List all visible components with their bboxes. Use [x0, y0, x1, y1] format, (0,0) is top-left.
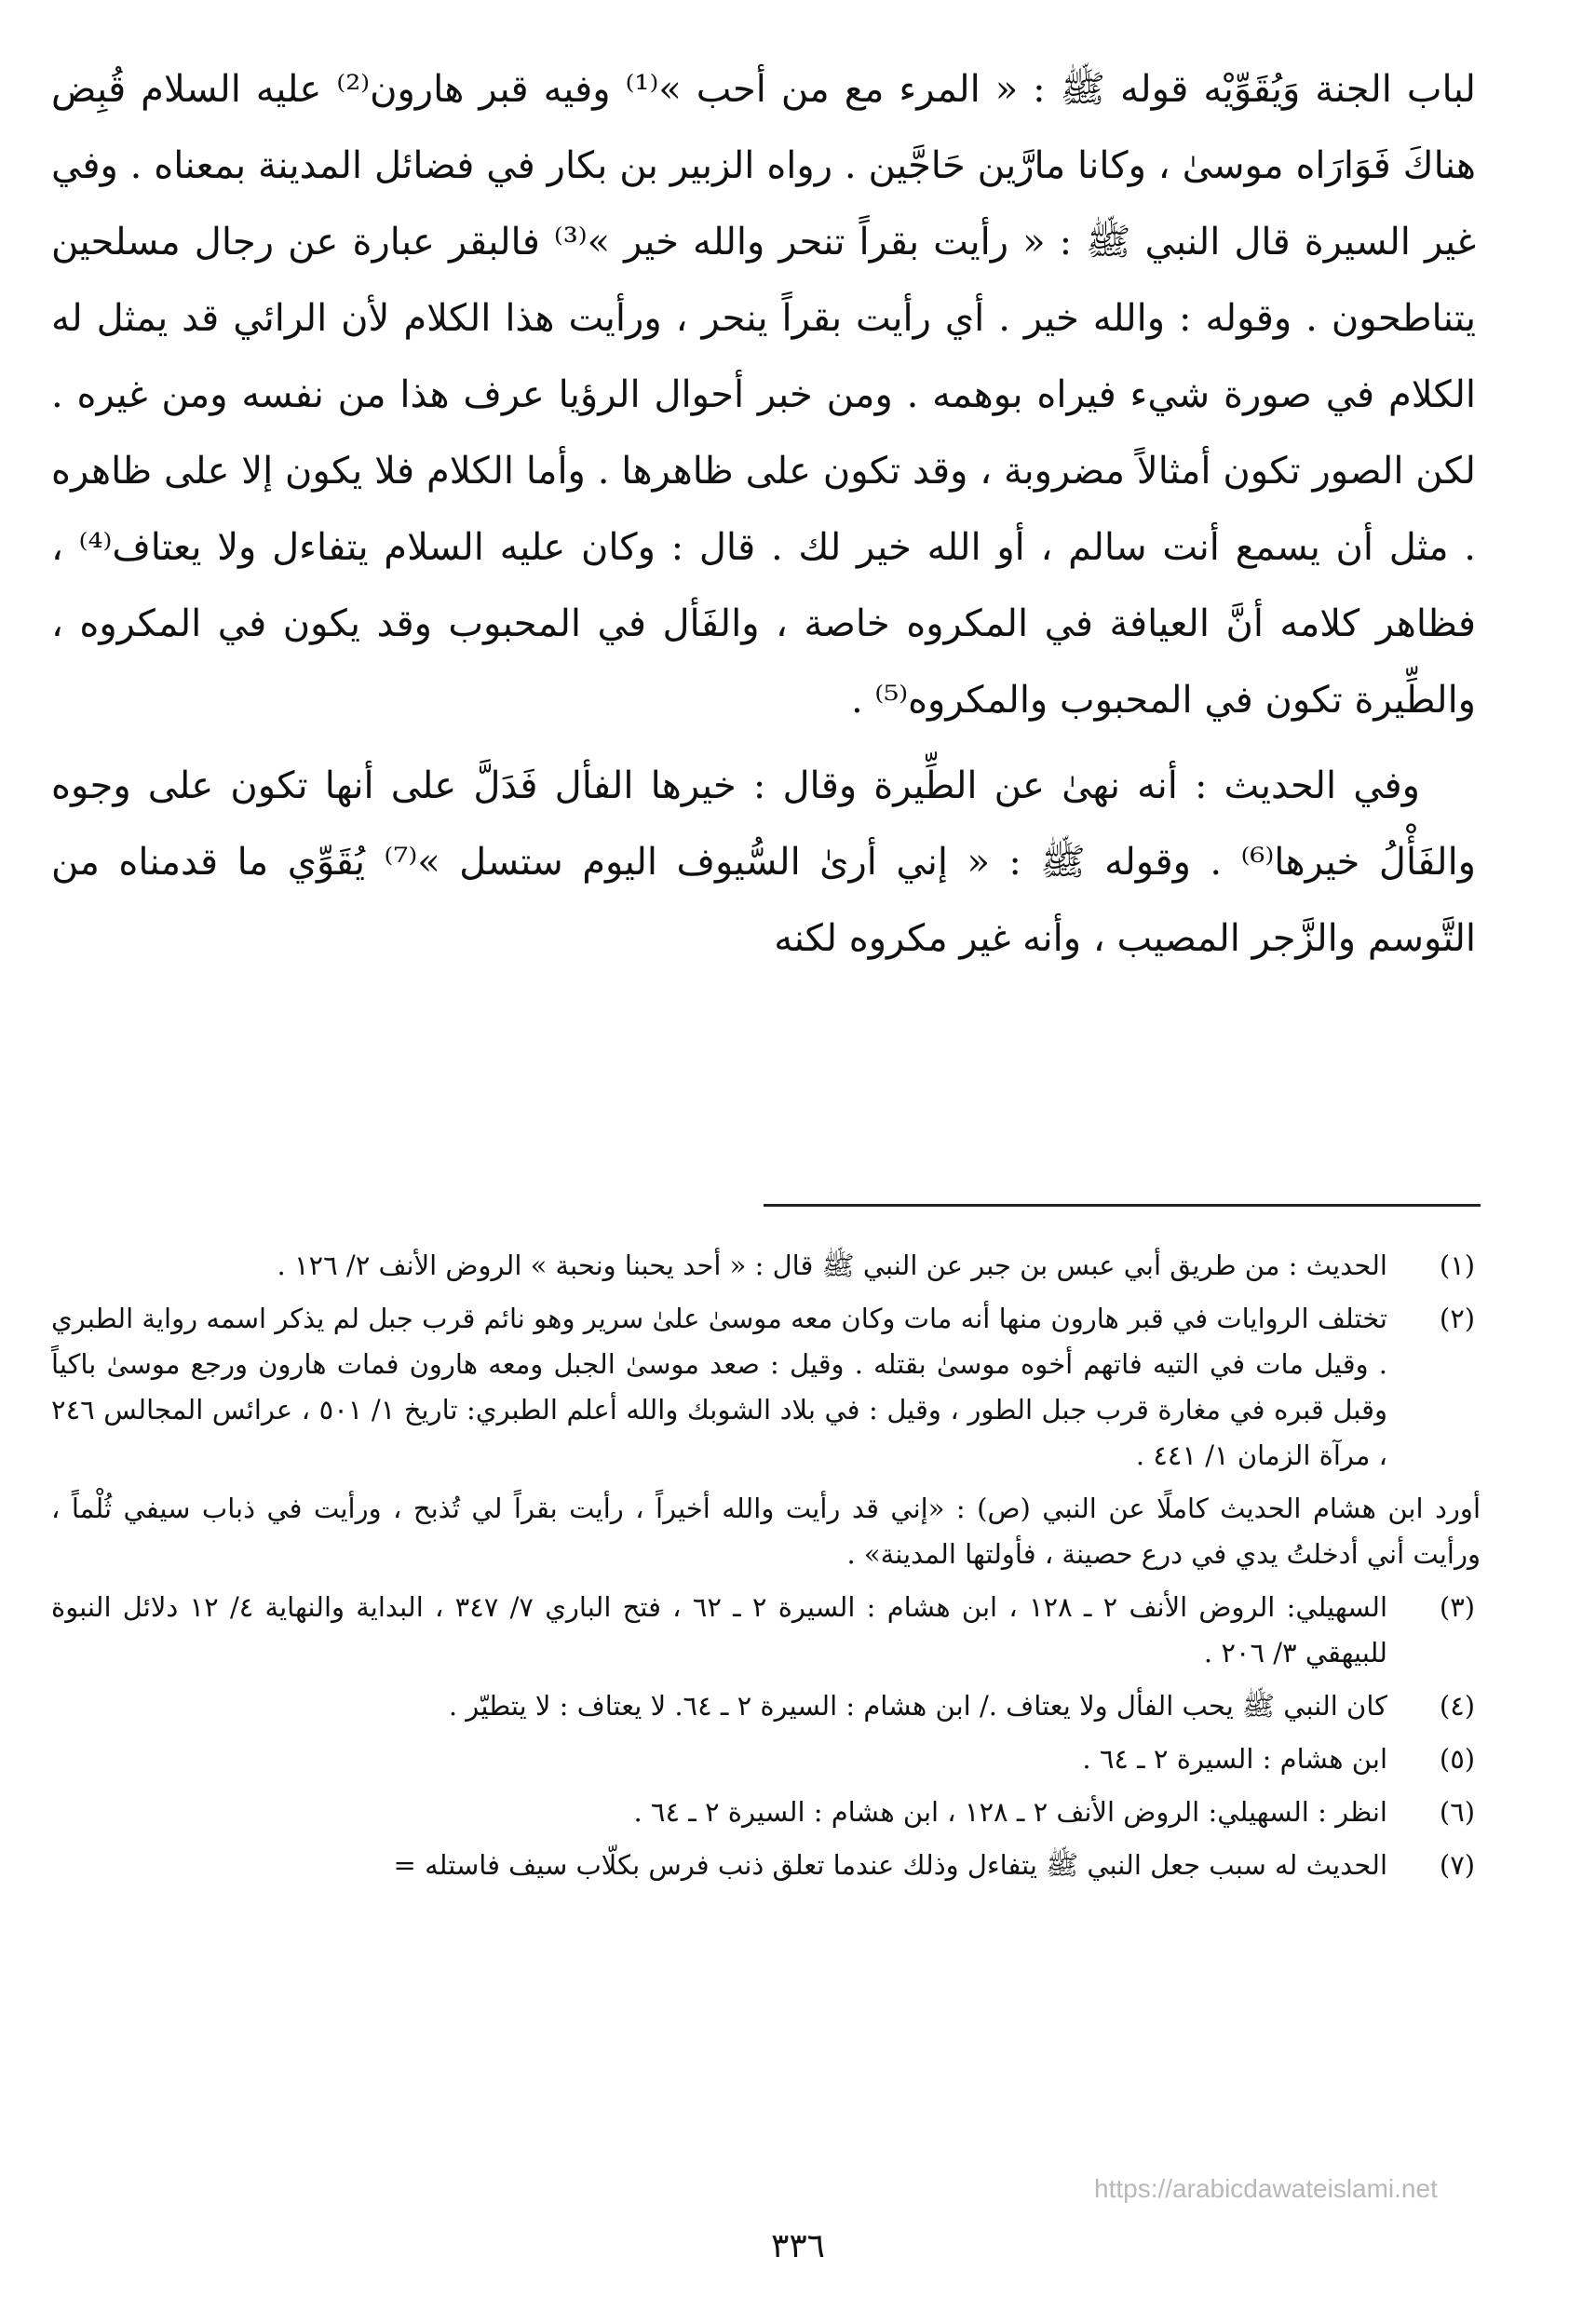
- footnote-text: تختلف الروايات في قبر هارون منها أنه مات وكان معه موسىٰ علىٰ سرير وهو نائم قرب جبل لم يذكر اسمه رواية الطبري . وقيل مات في التيه فاتهم أخوه موسىٰ بقتله . وقيل : صعد موسىٰ الجبل ومعه هارون فمات هارون ورجع موسىٰ باكياً وقبل قبره في مغارة قرب جبل الطور ، وقيل : في بلاد الشوبك والله أعلم الطبري: تاريخ ١/ ٥٠١ ، عرائس المجالس ٢٤٦ ، مرآة الزمان ١/ ٤٤١ .: [51, 1303, 1387, 1471]
- footnote-text: السهيلي: الروض الأنف ٢ ـ ١٢٨ ، ابن هشام : السيرة ٢ ـ ٦٢ ، فتح الباري ٧/ ٣٤٧ ، البداية والنهاية ٤/ ١٢ دلائل النبوة للبيهقي ٣/ ٢٠٦ .: [51, 1591, 1388, 1669]
- footnote-text: كان النبي ﷺ يحب الفأل ولا يعتاف ./ ابن هشام : السيرة ٢ ـ ٦٤. لا يعتاف : لا يتطيّر .: [448, 1690, 1387, 1722]
- footnote-number: (٧): [1439, 1849, 1476, 1881]
- footnote-separator-rule: [764, 1204, 1481, 1207]
- footnote-item: [51, 1585, 1490, 1676]
- footnote-text: انظر : السهيلي: الروض الأنف ٢ ـ ١٢٨ ، ابن هشام : السيرة ٢ ـ ٦٤ .: [633, 1796, 1387, 1828]
- footnote-number: (١): [1439, 1250, 1476, 1281]
- footnote-text: ابن هشام : السيرة ٢ ـ ٦٤ .: [1082, 1743, 1387, 1775]
- main-paragraph: لباب الجنة وَيُقَوِّيْه قوله ﷺ : « المرء مع من أحب »⁽¹⁾ وفيه قبر هارون⁽²⁾ عليه السلام قُبِض هناكَ فَوَارَاه موسىٰ ، وكانا مارَّين حَاجَّين . رواه الزبير بن بكار في فضائل المدينة بمعناه . وفي غير السيرة قال النبي ﷺ : « رأيت بقراً تنحر والله خير »⁽³⁾ فالبقر عبارة عن رجال مسلحين يتناطحون . وقوله : والله خير . أي رأيت بقراً ينحر ، ورأيت هذا الكلام لأن الرائي قد يمثل له الكلام في صورة شيء فيراه بوهمه . ومن خبر أحوال الرؤيا عرف هذا من نفسه ومن غيره . لكن الصور تكون أمثالاً مضروبة ، وقد تكون على ظاهرها . وأما الكلام فلا يكون إلا على ظاهره . مثل أن يسمع أنت سالم ، أو الله خير لك . قال : وكان عليه السلام يتفاءل ولا يعتاف⁽⁴⁾ ، فظاهر كلامه أنَّ العيافة في المكروه خاصة ، والفَأل في المحبوب وقد يكون في المكروه ، والطِّيرة تكون في المحبوب والمكروه⁽⁵⁾ .: [51, 68, 1477, 722]
- footnote-item: [51, 1736, 1490, 1782]
- footnote-number: (٣): [1439, 1591, 1476, 1623]
- footnote-text: الحديث : من طريق أبي عبس بن جبر عن النبي ﷺ قال : « أحد يحبنا ونحبة » الروض الأنف ٢/ ١٢٦ .: [277, 1250, 1387, 1281]
- main-paragraph: وفي الحديث : أنه نهىٰ عن الطِّيرة وقال : خيرها الفأل فَدَلَّ على أنها تكون على وجوه والفَأْلُ خيرها⁽⁶⁾ . وقوله ﷺ : « إني أرىٰ السُّيوف اليوم ستسل »⁽⁷⁾ يُقَوِّي ما قدمناه من التَّوسم والزَّجر المصيب ، وأنه غير مكروه لكنه: [51, 764, 1476, 960]
- footnote-text: أورد ابن هشام الحديث كاملًا عن النبي (ص) : «إني قد رأيت والله أخيراً ، رأيت بقراً لي تُذبح ، ورأيت في ذباب سيفي ثُلْماً ، ورأيت أني أدخلتُ يدي في درع حصينة ، فأولتها المدينة» .: [51, 1493, 1481, 1570]
- footnotes-section: [51, 1243, 1490, 1896]
- footnote-text: الحديث له سبب جعل النبي ﷺ يتفاءل وذلك عندما تعلق ذنب فرس بكلّاب سيف فاستله =: [393, 1849, 1387, 1881]
- footnote-item: [51, 1296, 1490, 1479]
- watermark-url: https://arabicdawateislami.net: [1094, 2174, 1438, 2203]
- page-number: ٣٣٦: [770, 2227, 825, 2265]
- footnote-continuation: [51, 1486, 1490, 1577]
- footnote-number: (٢): [1439, 1303, 1476, 1334]
- footnote-number: (٦): [1439, 1796, 1476, 1828]
- main-text-body: [51, 51, 1476, 977]
- footnote-item: [51, 1683, 1490, 1729]
- footnote-number: (٤): [1439, 1690, 1476, 1722]
- footnote-item: [51, 1243, 1490, 1289]
- footnote-item: [51, 1843, 1490, 1888]
- footnote-number: (٥): [1439, 1743, 1476, 1775]
- footnote-item: [51, 1790, 1490, 1835]
